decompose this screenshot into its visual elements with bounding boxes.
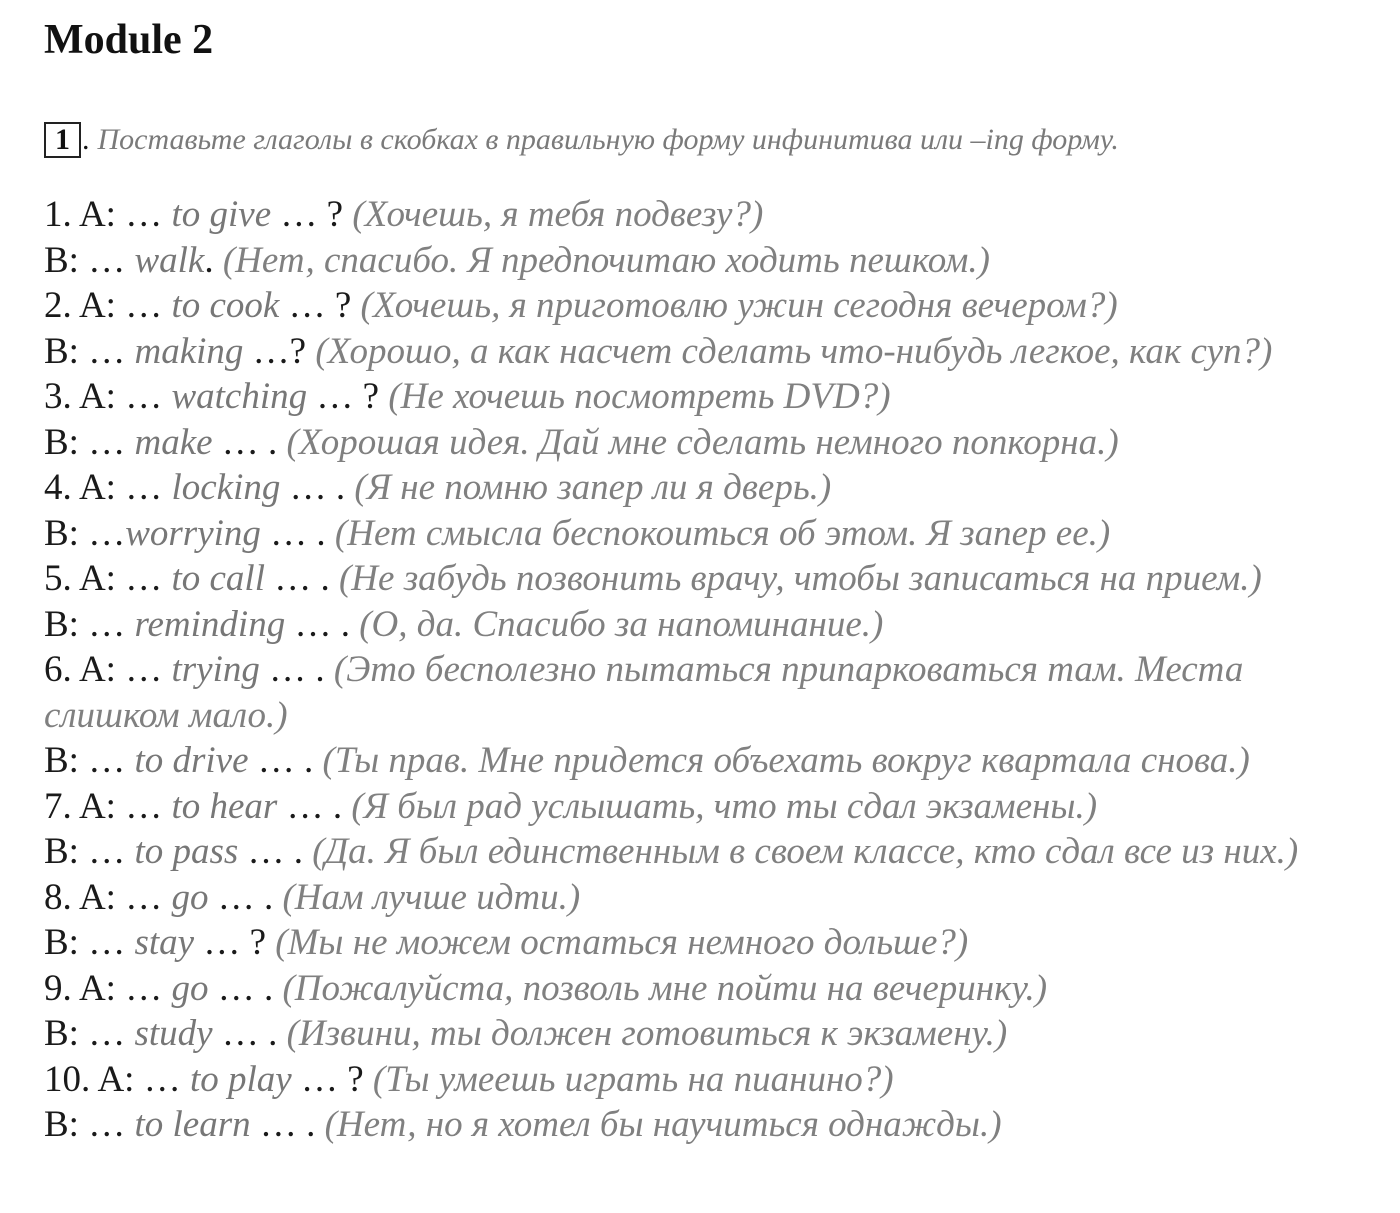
translation: (Ты умеешь играть на пианино?) — [372, 1058, 894, 1100]
line-suffix: … . — [259, 649, 334, 690]
dialogue-line — [44, 465, 1384, 511]
line-prefix: 10. A: … — [44, 1058, 190, 1100]
line-prefix: B: … — [44, 239, 135, 281]
dialogue-line — [44, 647, 1344, 738]
answer-verb: locking — [171, 467, 281, 508]
line-suffix: … . — [264, 558, 339, 599]
line-prefix: B: … — [44, 831, 135, 872]
line-suffix: … . — [280, 467, 355, 508]
line-prefix: B: … — [44, 922, 135, 963]
dialogue-line — [44, 966, 1384, 1012]
translation: (Это бесполезно пытаться припарковаться там. Места слишком мало.) — [44, 649, 1244, 736]
task-instruction: Поставьте глаголы в скобках в правильную форму инфинитива или –ing форму. — [97, 123, 1119, 156]
answer-verb: to play — [189, 1058, 292, 1100]
dialogue-line — [44, 192, 1384, 238]
line-suffix: … . — [260, 512, 335, 554]
line-suffix: …? — [243, 330, 316, 372]
dialogue-line — [44, 1057, 1384, 1103]
line-suffix: … . — [248, 740, 323, 781]
translation: (Не забудь позвонить врачу, чтобы записаться на прием.) — [338, 558, 1262, 599]
answer-verb: to drive — [134, 740, 249, 781]
line-suffix: … ? — [271, 194, 353, 235]
dialogue-line — [44, 920, 1384, 966]
line-suffix: … ? — [307, 376, 389, 417]
line-prefix: 2. A: … — [44, 285, 172, 326]
answer-verb: watching — [171, 376, 308, 417]
line-prefix: 3. A: … — [44, 376, 172, 417]
line-prefix: 9. A: … — [44, 967, 172, 1009]
dialogue-line — [44, 420, 1384, 466]
line-suffix: … . — [212, 421, 287, 463]
line-suffix: … ? — [194, 922, 276, 963]
dialogue-line — [44, 738, 1384, 784]
dialogue-line — [44, 374, 1384, 420]
translation: (О, да. Спасибо за напоминание.) — [359, 603, 884, 645]
answer-verb: go — [171, 967, 209, 1009]
answer-verb: walk — [134, 239, 205, 281]
translation: (Извини, ты должен готовиться к экзамену.) — [286, 1013, 1008, 1054]
line-suffix: . — [204, 239, 223, 281]
translation: (Я был рад услышать, что ты сдал экзамены.) — [351, 785, 1098, 827]
answer-verb: to give — [171, 194, 272, 235]
dialogue-line — [44, 329, 1384, 375]
page-title: Module 2 — [44, 17, 214, 63]
dialogue-lines — [44, 192, 1384, 1148]
translation: (Нет смысла беспокоиться об этом. Я запер ее.) — [334, 512, 1111, 554]
dialogue-line — [44, 1011, 1384, 1057]
task-number-box: 1 — [44, 122, 81, 158]
translation: (Ты прав. Мне придется объехать вокруг квартала снова.) — [322, 740, 1250, 781]
line-prefix: 1. A: … — [44, 194, 172, 235]
translation: (Нам лучше идти.) — [282, 876, 581, 918]
answer-verb: make — [134, 421, 213, 463]
task-header — [44, 122, 1384, 158]
translation: (Хорошая идея. Дай мне сделать немного попкорна.) — [286, 421, 1119, 463]
line-prefix: B: … — [44, 330, 135, 372]
line-prefix: B: … — [44, 512, 126, 554]
translation: (Пожалуйста, позволь мне пойти на вечеринку.) — [282, 967, 1048, 1009]
line-prefix: 4. A: … — [44, 467, 172, 508]
line-suffix: … . — [208, 967, 283, 1009]
task-number-dot: . — [82, 123, 90, 156]
answer-verb: to learn — [134, 1104, 251, 1145]
dialogue-line — [44, 283, 1384, 329]
translation: (Мы не можем остаться немного дольше?) — [275, 922, 969, 963]
answer-verb: study — [134, 1013, 213, 1054]
line-suffix: … . — [238, 831, 313, 872]
answer-verb: worrying — [125, 512, 261, 554]
line-prefix: 5. A: … — [44, 558, 172, 599]
translation: (Я не помню запер ли я дверь.) — [354, 467, 832, 508]
translation: (Нет, спасибо. Я предпочитаю ходить пешком.) — [222, 239, 990, 281]
line-prefix: B: … — [44, 1104, 135, 1145]
line-prefix: B: … — [44, 603, 135, 645]
answer-verb: to pass — [134, 831, 239, 872]
dialogue-line — [44, 784, 1384, 830]
translation: (Хорошо, а как насчет сделать что-нибудь легкое, как суп?) — [315, 330, 1273, 372]
line-suffix: … ? — [279, 285, 361, 326]
line-suffix: … ? — [291, 1058, 373, 1100]
dialogue-line — [44, 511, 1384, 557]
answer-verb: stay — [134, 922, 195, 963]
dialogue-line — [44, 556, 1384, 602]
line-suffix: … . — [208, 876, 283, 918]
line-suffix: … . — [285, 603, 360, 645]
line-prefix: B: … — [44, 421, 135, 463]
dialogue-line — [44, 602, 1384, 648]
line-prefix: 8. A: … — [44, 876, 172, 918]
answer-verb: to call — [171, 558, 265, 599]
answer-verb: reminding — [134, 603, 286, 645]
answer-verb: trying — [171, 649, 260, 690]
dialogue-line — [44, 238, 1384, 284]
answer-verb: to hear — [171, 785, 278, 827]
line-suffix: … . — [212, 1013, 287, 1054]
translation: (Хочешь, я приготовлю ужин сегодня вечером?) — [360, 285, 1118, 326]
dialogue-line — [44, 875, 1384, 921]
translation: (Да. Я был единственным в своем классе, кто сдал все из них.) — [312, 831, 1299, 872]
translation: (Нет, но я хотел бы научиться однажды.) — [324, 1104, 1002, 1145]
answer-verb: making — [134, 330, 244, 372]
line-prefix: 7. A: … — [44, 785, 172, 827]
line-prefix: 6. A: … — [44, 649, 172, 690]
line-prefix: B: … — [44, 740, 135, 781]
line-suffix: … . — [250, 1104, 325, 1145]
dialogue-line — [44, 829, 1344, 875]
answer-verb: go — [171, 876, 209, 918]
answer-verb: to cook — [171, 285, 280, 326]
translation: (Хочешь, я тебя подвезу?) — [352, 194, 764, 235]
dialogue-line — [44, 1102, 1384, 1148]
line-prefix: B: … — [44, 1013, 135, 1054]
line-suffix: … . — [277, 785, 352, 827]
translation: (Не хочешь посмотреть DVD?) — [388, 376, 891, 417]
document-page — [44, 14, 1384, 1148]
